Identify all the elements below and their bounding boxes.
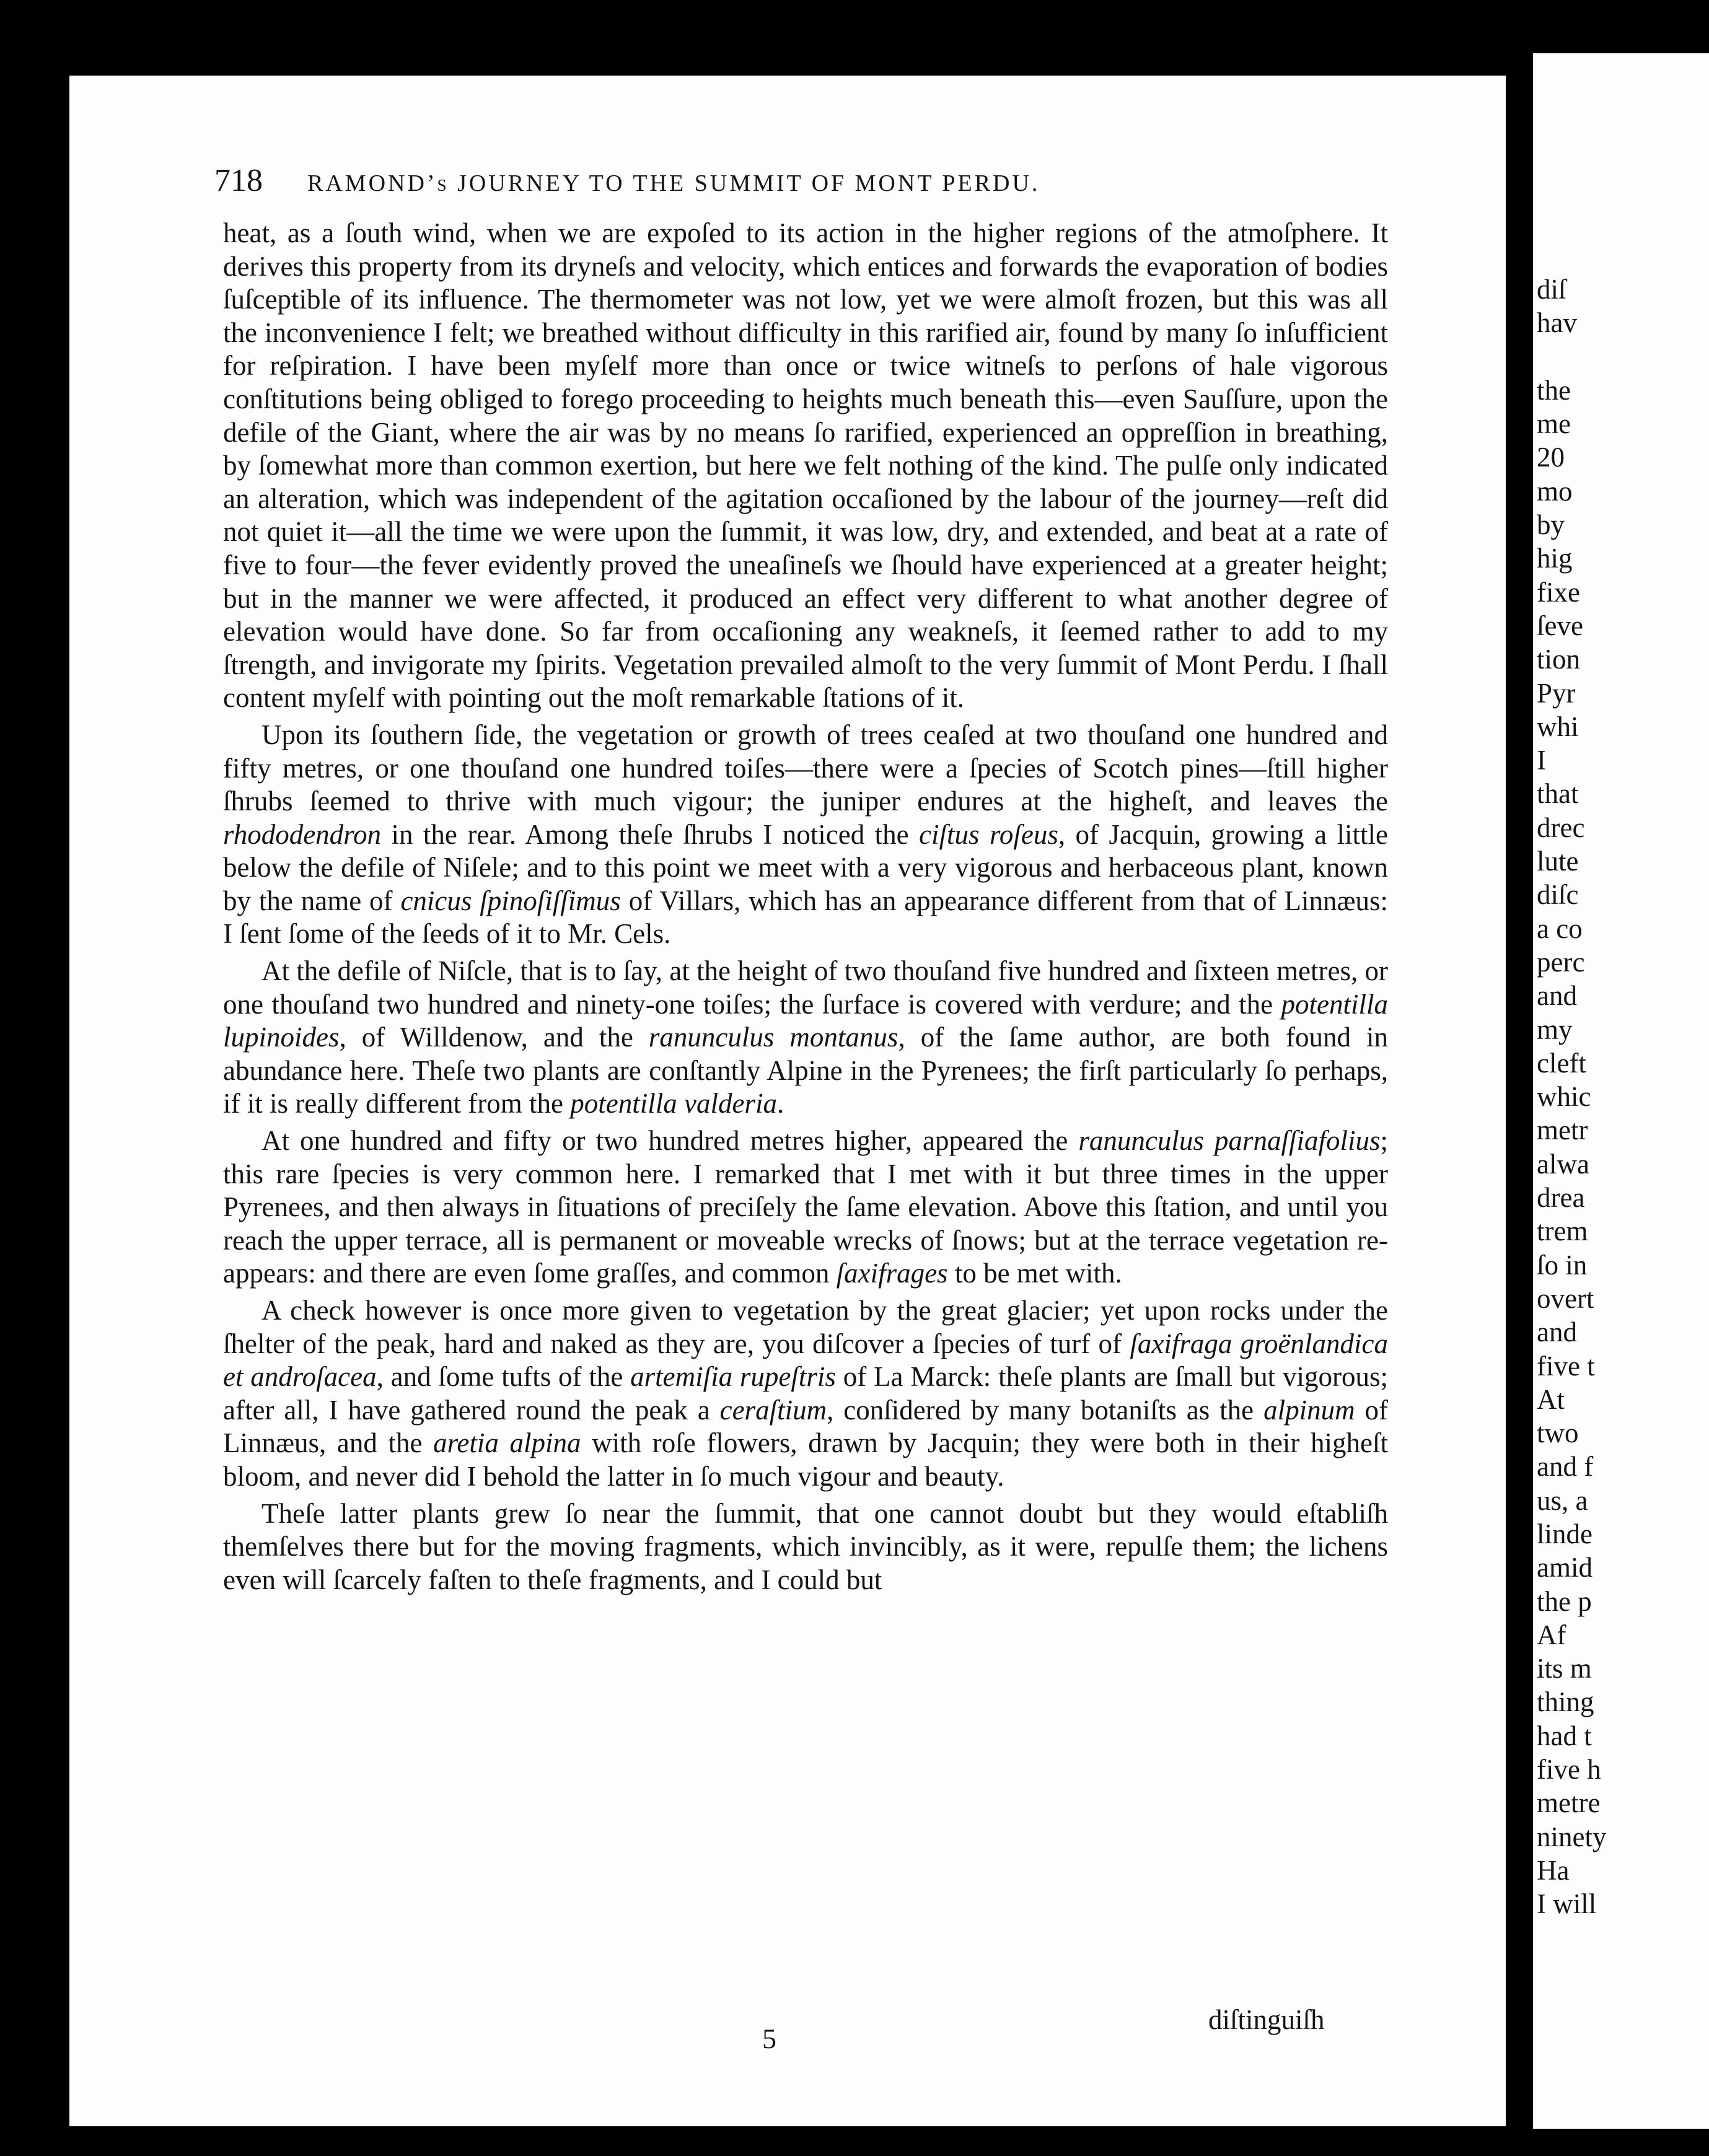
facing-page-line: [1537, 340, 1606, 374]
italic-term: cnicus ſpinoſiſſimus: [400, 885, 621, 916]
facing-page-line: five h: [1537, 1754, 1601, 1786]
facing-page-line: tion: [1537, 644, 1581, 675]
text-run: , and ſome tufts of the: [376, 1361, 631, 1393]
facing-page-line: cleft: [1537, 1047, 1586, 1079]
facing-page-line: ninety: [1537, 1821, 1607, 1852]
italic-term: potentilla lupinoides: [223, 988, 1388, 1053]
facing-page-line: lute: [1537, 846, 1579, 877]
facing-page-line: by: [1537, 509, 1565, 541]
facing-page-line: Ha: [1537, 1854, 1570, 1886]
facing-page-line: thing: [1537, 1686, 1594, 1718]
text-run: of La Marck: theſe plants are ſmall but vigorous; after all, I have gathered round the peak a: [223, 1361, 1388, 1426]
facing-page-line: my: [1537, 1014, 1573, 1045]
italic-term: ranunculus parnaſſiafolius: [1078, 1125, 1381, 1157]
facing-page-line: whi: [1537, 711, 1579, 742]
running-head: [214, 162, 1268, 199]
facing-page-line: hav: [1537, 307, 1577, 339]
text-run: in the rear. Among theſe ſhrubs I noticed the: [381, 818, 920, 850]
facing-page-line: metr: [1537, 1115, 1588, 1146]
text-run: At one hundred and fifty or two hundred metres higher, appeared the: [261, 1125, 1079, 1157]
facing-page-text: [1537, 273, 1606, 1921]
text-run: Theſe latter plants grew ſo near the ſummit, that one cannot doubt but they would eſtabliſh themſelves there but for the moving fragments, which invincibly, as it were, repulſe them; the lichens even will ſcarcely faſten to theſe fragments, and I could but: [223, 1497, 1388, 1595]
facing-page-line: hig: [1537, 543, 1573, 574]
italic-term: ceraſtium: [719, 1394, 827, 1426]
facing-page-line: diſc: [1537, 879, 1579, 911]
italic-term: ſaxifrages: [836, 1258, 948, 1289]
facing-page-line: five t: [1537, 1350, 1595, 1382]
facing-page-line: perc: [1537, 946, 1585, 978]
facing-page-line: metre: [1537, 1787, 1601, 1819]
italic-term: ciſtus roſeus: [919, 818, 1058, 850]
text-run: ; this rare ſpecies is very common here. I remarked that I met with it but three times in the upper Pyrenees, and then always in ſituations of preciſely the ſame elevation. Above this ſtation, and until you reach the upper terrace, all is permanent or moveable wrecks of ſnows; but at the terrace vegetation re-appears: and there are even ſome graſſes, and common: [223, 1125, 1388, 1289]
facing-page-line: Pyr: [1537, 677, 1576, 709]
text-run: , conſidered by many botaniſts as the: [827, 1394, 1264, 1426]
facing-page-line: me: [1537, 408, 1571, 440]
italic-term: rhododendron: [223, 818, 382, 850]
italic-term: ſaxifraga groënlandica et androſacea: [223, 1328, 1388, 1393]
facing-page-line: Af: [1537, 1619, 1566, 1650]
facing-page-line: and: [1537, 980, 1577, 1012]
text-run: of Linnæus, and the: [223, 1394, 1388, 1459]
facing-page-line: had t: [1537, 1720, 1592, 1751]
paragraph: [223, 719, 1388, 951]
text-run: Upon its ſouthern ſide, the vegetation or growth of trees ceaſed at two thouſand one hundred and fifty metres, or one thouſand one hundred toiſes—there were a ſpecies of Scotch pines—ſtill higher ſhrubs ſeemed to thrive with much vigour; the juniper endures at the higheſt, and leaves the: [223, 719, 1388, 817]
facing-page-line: us, a: [1537, 1484, 1588, 1516]
text-run: with roſe flowers, drawn by Jacquin; they were both in their higheſt bloom, and never did I behold the latter in ſo much vigour and beauty.: [223, 1427, 1388, 1492]
facing-page-line: whic: [1537, 1081, 1591, 1113]
facing-page-line: mo: [1537, 475, 1573, 507]
facing-page-line: a co: [1537, 913, 1583, 944]
paragraph: [223, 217, 1388, 715]
italic-term: potentilla valderia: [570, 1088, 777, 1120]
facing-page-line: amid: [1537, 1552, 1593, 1584]
facing-page-line: overt: [1537, 1282, 1594, 1314]
text-run: heat, as a ſouth wind, when we are expoſed to its action in the higher regions of the atmoſphere. It derives this property from its dryneſs and velocity, which entices and forwards the evaporation of bodies ſuſceptible of its influence. The thermometer was not low, yet we were almoſt frozen, but this was all the inconvenience I felt; we breathed without difficulty in this rarified air, found by many ſo inſufficient for reſpiration. I have been myſelf more than once or twice witneſs to perſons of hale vigorous conſtitutions being obliged to forego proceeding to heights much beneath this—even Sauſſure, upon the defile of the Giant, where the air was by no means ſo rarified, experienced an oppreſſion in breathing, by ſomewhat more than common exertion, but here we felt nothing of the kind. The pulſe only indicated an alteration, which was independent of the agitation occaſioned by the labour of the journey—reſt did not quiet it—all the time we were upon the ſummit, it was low, dry, and extended, and beat at a rate of five to four—the fever evidently proved the uneaſineſs we ſhould have experienced at a greater height; but in the manner we were affected, it produced an effect very different to what another degree of elevation would have done. So far from occaſioning any weakneſs, it ſeemed rather to add to my ſtrength, and invigorate my ſpirits. Vegetation prevailed almoſt to the very ſummit of Mont Perdu. I ſhall content myſelf with pointing out the moſt remarkable ſtations of it.: [223, 217, 1388, 714]
page-number: 718: [214, 163, 263, 198]
facing-page-line: linde: [1537, 1518, 1593, 1549]
text-run: At the defile of Niſcle, that is to ſay, at the height of two thouſand five hundred and ſixteen metres, or one thouſand two hundred and ninety-one toiſes; the ſurface is covered with verdure; and the: [223, 955, 1388, 1020]
paragraph: [223, 955, 1388, 1121]
text-run: A check however is once more given to vegetation by the great glacier; yet upon rocks under the ſhelter of the peak, hard and naked as they are, you diſcover a ſpecies of turf of: [223, 1295, 1388, 1359]
facing-page-line: ſo in: [1537, 1249, 1588, 1281]
facing-page-line: drec: [1537, 812, 1585, 843]
facing-page-line: and: [1537, 1317, 1577, 1348]
facing-page-line: trem: [1537, 1216, 1588, 1247]
running-title: RAMOND’s JOURNEY TO THE SUMMIT OF MONT PERDU.: [307, 170, 1040, 196]
facing-page-line: ſeve: [1537, 610, 1583, 641]
signature-mark: 5: [762, 2023, 776, 2054]
facing-page-line: that: [1537, 778, 1579, 810]
text-run: , of the ſame author, are both found in abundance here. Theſe two plants are conſtantly Alpine in the Pyrenees; the firſt particularly ſo perhaps, if it is really different from the: [223, 1022, 1389, 1120]
facing-page-line: alwa: [1537, 1148, 1589, 1180]
text-run: , of Jacquin, growing a little below the defile of Niſele; and to this point we meet with a very vigorous and herbaceous plant, known by the name of: [223, 818, 1389, 916]
paragraph: [223, 1124, 1388, 1291]
body-text: [223, 217, 1388, 1597]
facing-page-line: two: [1537, 1418, 1579, 1449]
text-run: .: [776, 1088, 784, 1120]
italic-term: artemiſia rupeſtris: [630, 1361, 836, 1393]
italic-term: ranunculus montanus: [648, 1022, 898, 1053]
paragraph: [223, 1294, 1388, 1494]
facing-page-line: I: [1537, 745, 1546, 776]
facing-page-line: diſ: [1537, 274, 1566, 305]
text-run: of Villars, which has an appearance different from that of Linnæus: I ſent ſome of the ſeeds of it to Mr. Cels.: [223, 885, 1388, 950]
italic-term: aretia alpina: [433, 1427, 581, 1459]
paragraph: [223, 1497, 1388, 1597]
facing-page-line: fixe: [1537, 576, 1580, 608]
facing-page-line: and f: [1537, 1451, 1594, 1483]
text-run: , of Willdenow, and the: [339, 1022, 649, 1053]
text-run: to be met with.: [947, 1258, 1122, 1289]
italic-term: alpinum: [1263, 1394, 1355, 1426]
facing-page-line: drea: [1537, 1182, 1585, 1214]
facing-page-line: the p: [1537, 1585, 1592, 1617]
facing-page-line: its m: [1537, 1653, 1592, 1685]
facing-page-line: At: [1537, 1383, 1565, 1415]
facing-page-line: the: [1537, 374, 1571, 406]
facing-page-line: I will: [1537, 1888, 1597, 1920]
facing-page-line: 20: [1537, 442, 1565, 473]
catchword: diſtinguiſh: [1208, 2004, 1325, 2035]
